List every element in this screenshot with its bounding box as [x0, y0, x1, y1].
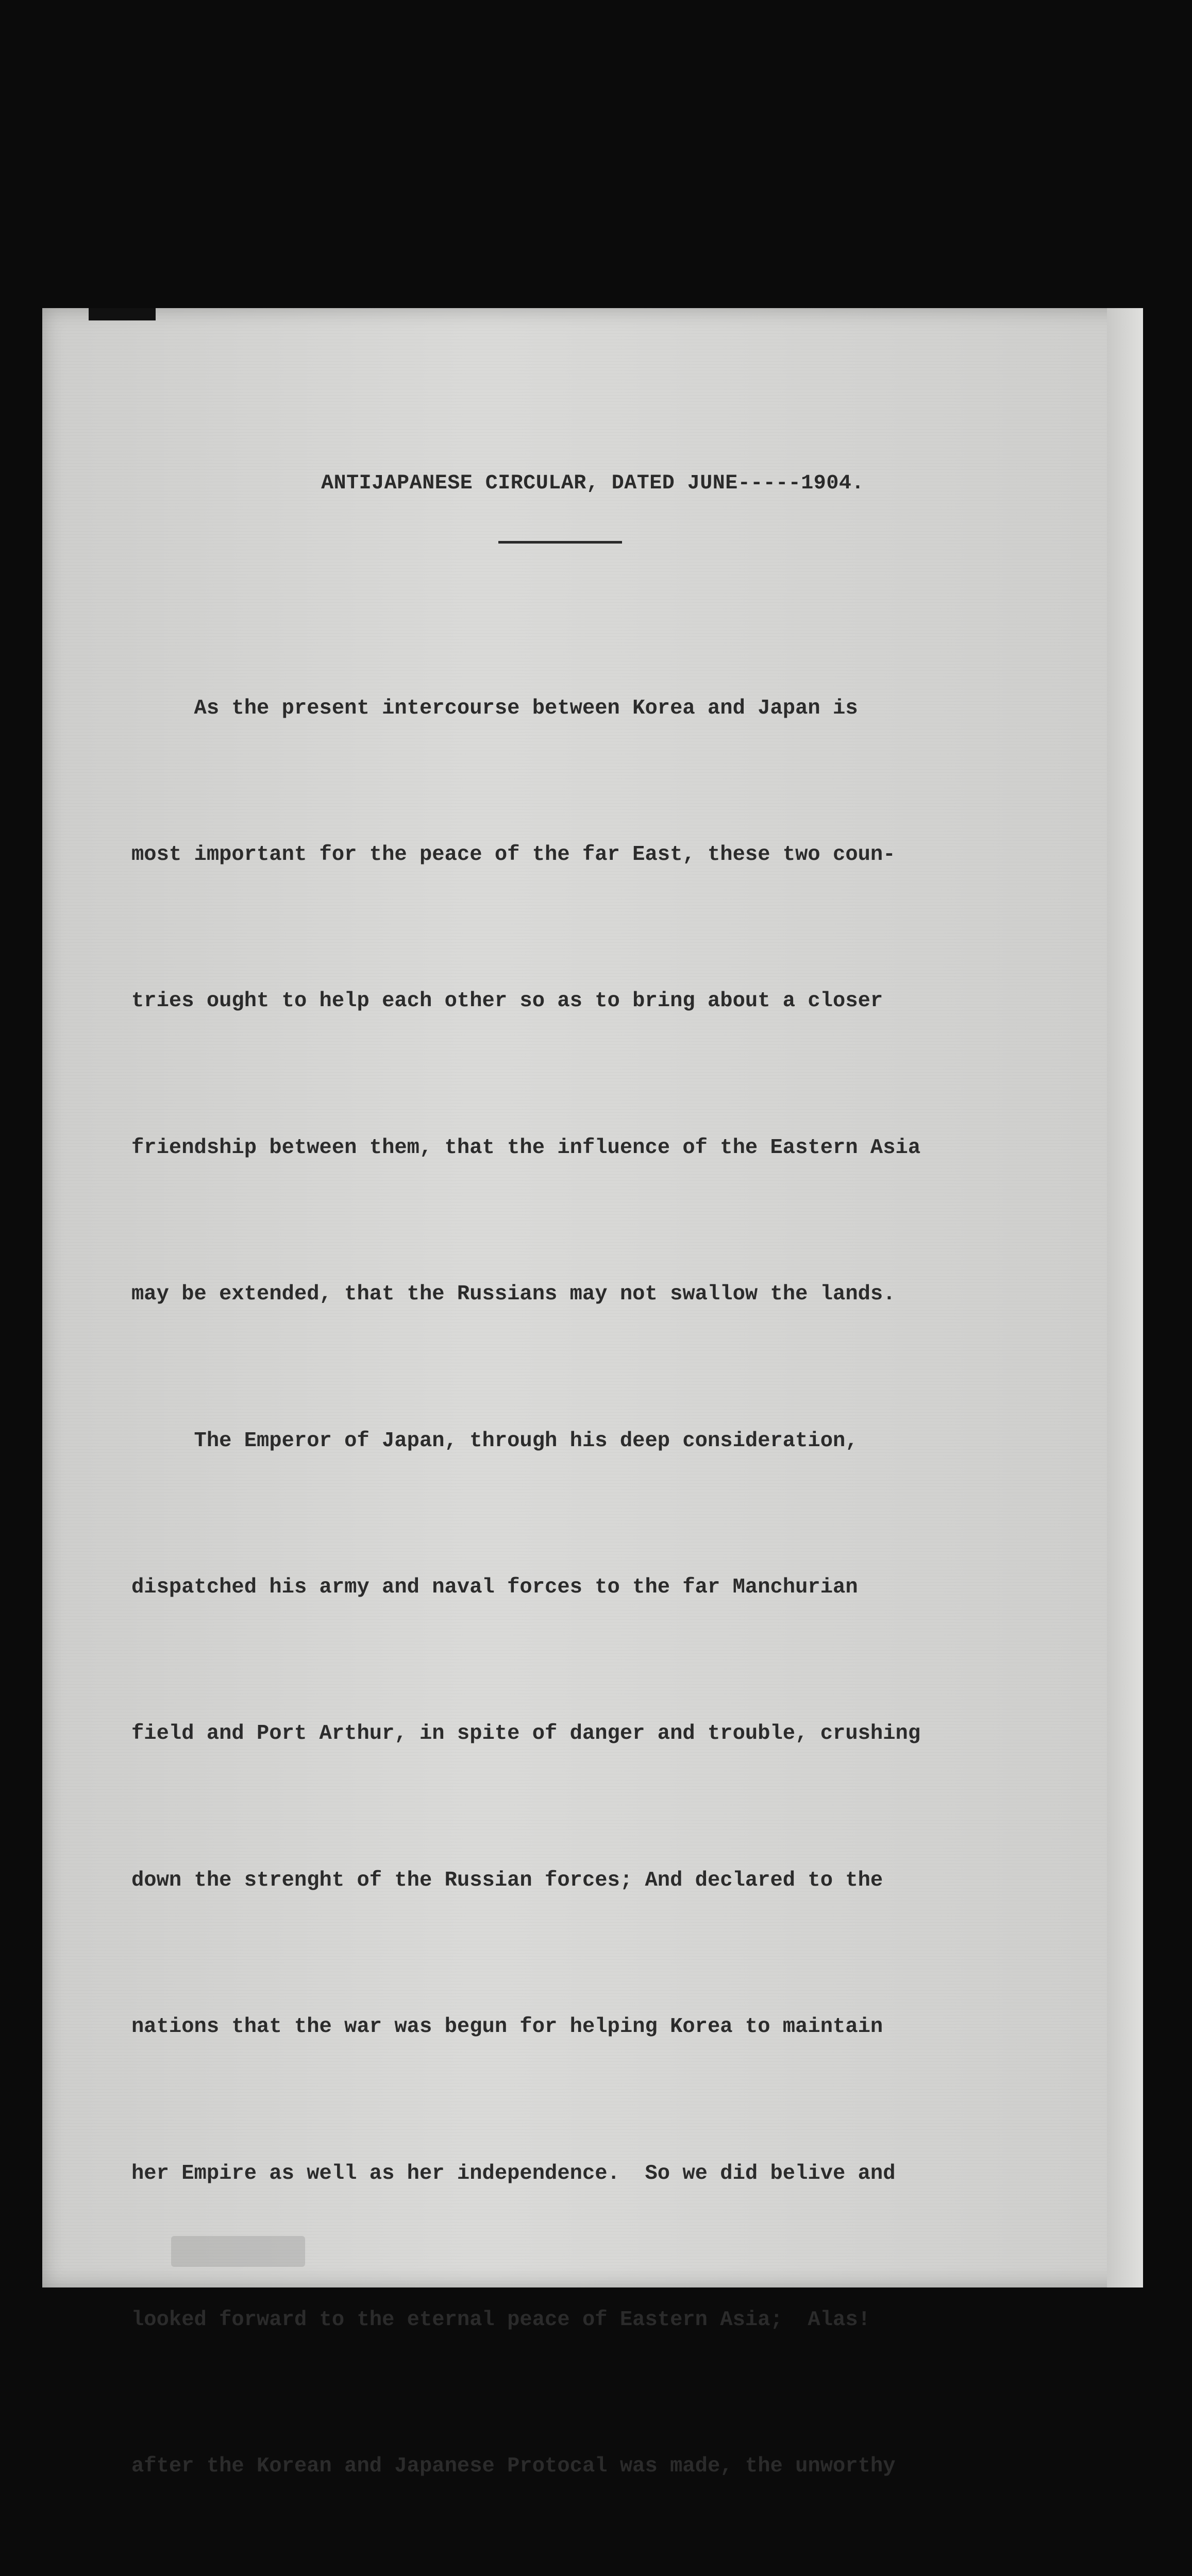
body-line: after the Korean and Japanese Protocal was made, the unworthy	[131, 2454, 896, 2479]
body-line: down the strenght of the Russian forces; And declared to the	[131, 1868, 883, 1892]
body-line: field and Port Arthur, in spite of danger and trouble, crushing	[131, 1722, 921, 1746]
body-line: nations that the war was begun for helping Korea to maintain	[131, 2015, 883, 2039]
body-line: dispatched his army and naval forces to the far Manchurian	[131, 1575, 858, 1599]
body-line: her Empire as well as her independence. So we did belive and	[131, 2161, 896, 2185]
body-line: tries ought to help each other so as to bring about a closer	[131, 989, 883, 1013]
body-line: The Emperor of Japan, through his deep consideration,	[131, 1429, 858, 1453]
body-line: looked forward to the eternal peace of Eastern Asia; Alas!	[131, 2308, 870, 2332]
document-title: ANTIJAPANESE CIRCULAR, DATED JUNE-----1904.	[321, 472, 864, 495]
body-line: friendship between them, that the influence of the Eastern Asia	[131, 1136, 921, 1160]
body-line: As the present intercourse between Korea and Japan is	[131, 696, 858, 720]
title-underline	[498, 541, 622, 544]
page-clip-mark	[89, 308, 156, 320]
body-line: may be extended, that the Russians may not swallow the lands.	[131, 1282, 896, 1307]
archive-stamp-smudge	[171, 2236, 305, 2267]
document-page	[42, 308, 1143, 2479]
page-edge	[1107, 308, 1143, 2287]
document-body	[131, 586, 1111, 2576]
body-line: most important for the peace of the far East, these two coun-	[131, 842, 896, 867]
